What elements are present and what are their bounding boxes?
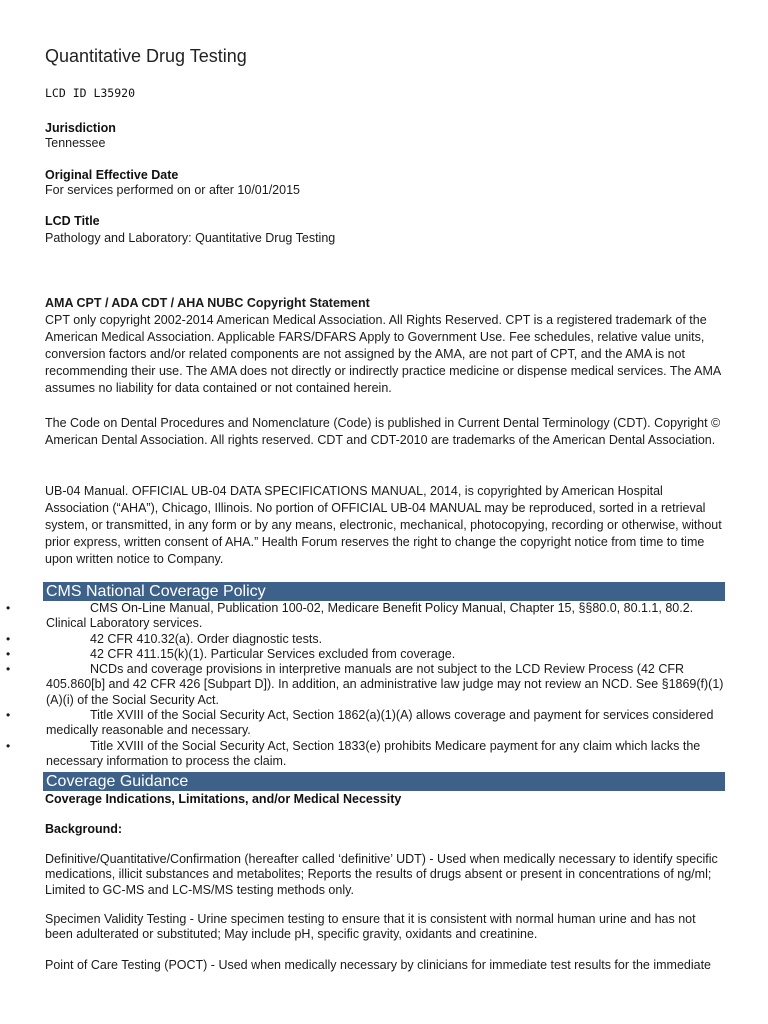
list-item: • Title XVIII of the Social Security Act, Section 1862(a)(1)(A) allows coverage and payment for services considered medically reasonable and necessary. xyxy=(6,708,714,738)
bullet-icon: • xyxy=(6,631,11,646)
bullet-icon: • xyxy=(6,708,11,723)
copyright-statement xyxy=(45,295,725,397)
lcd-title-field xyxy=(45,214,335,246)
background-heading: Background: xyxy=(45,822,123,836)
effective-date-field xyxy=(45,168,300,198)
bullet-icon: • xyxy=(6,646,11,661)
bullet-icon: • xyxy=(6,738,11,753)
jurisdiction-label: Jurisdiction xyxy=(45,121,116,135)
list-item: • 42 CFR 410.32(a). Order diagnostic tests. xyxy=(6,631,323,646)
coverage-guidance-header: Coverage Guidance xyxy=(43,772,725,791)
copyright-ada-paragraph: The Code on Dental Procedures and Nomenclature (Code) is published in Current Dental Terminology (CDT). Copyright © American Dental Association. All rights reserved. CDT and CDT-2010 are trademarks of the American Dental Association. xyxy=(45,416,721,447)
jurisdiction-value: Tennessee xyxy=(45,136,106,150)
lcd-title-label: LCD Title xyxy=(45,214,100,228)
copyright-aha-paragraph: UB-04 Manual. OFFICIAL UB-04 DATA SPECIFICATIONS MANUAL, 2014, is copyrighted by American Hospital Association (“AHA”), Chicago, Illinois. No portion of OFFICIAL UB-04 MANUAL may be reproduced, sorted in a retrieval system, or transmitted, in any form or by any means, electronic, mechanical, photocopying, recording or otherwise, without prior express, written consent of AHA.” Health Forum reserves the right to change the copyright notice from time to time upon written notice to Company. xyxy=(45,484,722,566)
bullet-icon: • xyxy=(6,662,11,677)
page-title: Quantitative Drug Testing xyxy=(45,46,247,66)
effective-date-label: Original Effective Date xyxy=(45,168,179,182)
poct-paragraph: Point of Care Testing (POCT) - Used when medically necessary by clinicians for immediate test results for the immediate xyxy=(45,958,711,972)
effective-date-value: For services performed on or after 10/01/2015 xyxy=(45,183,300,197)
copyright-ama-paragraph: CPT only copyright 2002-2014 American Medical Association. All Rights Reserved. CPT is a registered trademark of the American Medical Association. Applicable FARS/DFARS Apply to Government Use. Fee schedules, relative value units, conversion factors and/or related components are not assigned by the AMA, are not part of CPT, and the AMA is not recommending their use. The AMA does not directly or indirectly practice medicine or dispense medical services. The AMA assumes no liability for data contained or not contained herein. xyxy=(45,313,721,395)
list-item: • 42 CFR 411.15(k)(1). Particular Services excluded from coverage. xyxy=(6,646,456,661)
list-item: • CMS On-Line Manual, Publication 100-02, Medicare Benefit Policy Manual, Chapter 15, §§80.0, 80.1.1, 80.2. Clinical Laboratory services. xyxy=(6,601,694,631)
lcd-title-value: Pathology and Laboratory: Quantitative Drug Testing xyxy=(45,231,336,245)
ncp-section-header: CMS National Coverage Policy xyxy=(43,582,725,601)
coverage-subheading: Coverage Indications, Limitations, and/or Medical Necessity xyxy=(45,792,402,806)
bullet-icon: • xyxy=(6,601,11,615)
definitive-udt-paragraph: Definitive/Quantitative/Confirmation (hereafter called ‘definitive’ UDT) - Used when medically necessary to identify specific medications, illicit substances and metabolites; Reports the results of drugs absent or present in concentrations of ng/ml; Limited to GC-MS and LC-MS/MS testing methods only. xyxy=(45,852,718,897)
list-item: • Title XVIII of the Social Security Act, Section 1833(e) prohibits Medicare payment for any claim which lacks the necessary information to process the claim. xyxy=(6,738,701,768)
jurisdiction-field xyxy=(45,121,116,151)
list-item: • NCDs and coverage provisions in interpretive manuals are not subject to the LCD Review Process (42 CFR 405.860[b] and 42 CFR 426 [Subpart D]). In addition, an administrative law judge may not review an NCD. See §1869(f)(1)(A)(i) of the Social Security Act. xyxy=(6,662,724,707)
specimen-validity-paragraph: Specimen Validity Testing - Urine specimen testing to ensure that it is consistent with normal human urine and has not been adulterated or substituted; May include pH, specific gravity, oxidants and creatinine. xyxy=(45,912,696,942)
lcd-id: LCD ID L35920 xyxy=(45,86,136,100)
copyright-heading: AMA CPT / ADA CDT / AHA NUBC Copyright Statement xyxy=(45,296,370,310)
ncp-bullet-list xyxy=(0,601,725,769)
